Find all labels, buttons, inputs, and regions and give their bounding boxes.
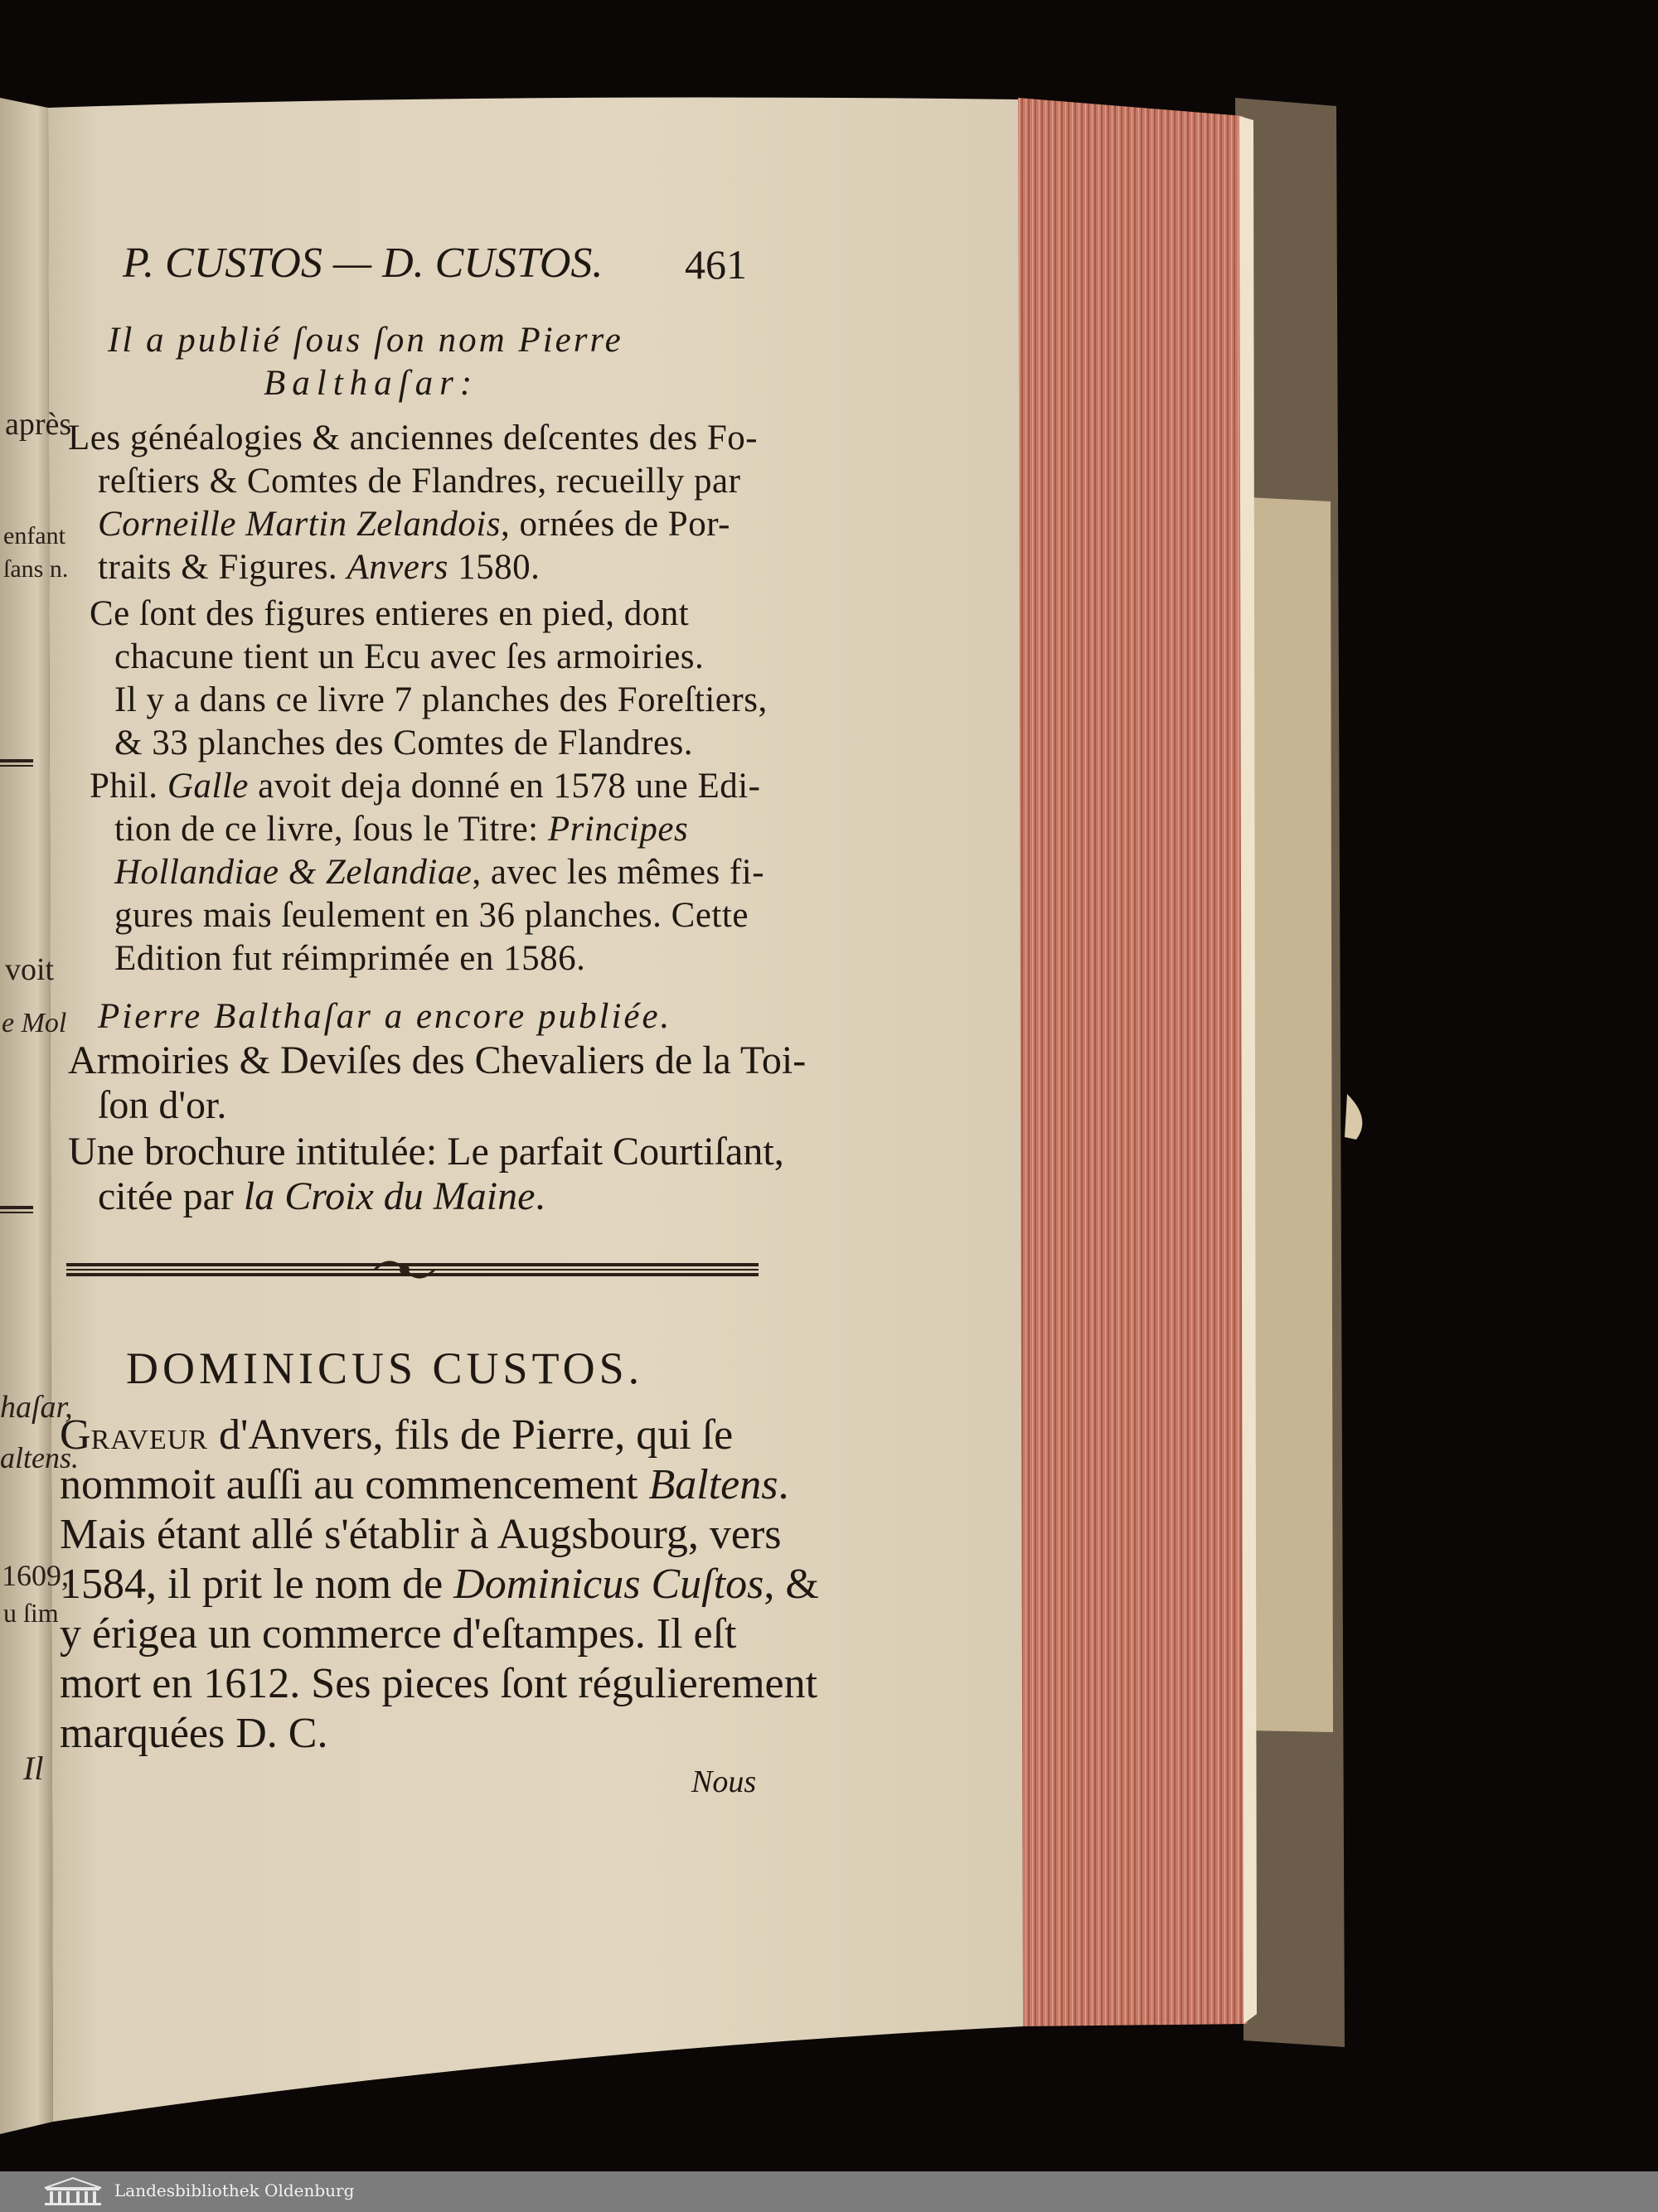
left-page-fragment: Il <box>23 1750 44 1787</box>
entry-line: Une brochure intitulée: Le parfait Courtiſant, <box>68 1130 784 1174</box>
left-page-fragment: e Mol <box>2 1008 67 1038</box>
left-page-fragment: enfant <box>3 522 65 549</box>
section-heading: DOMINICUS CUSTOS. <box>126 1343 644 1393</box>
entry-line: ſon d'or. <box>98 1083 227 1127</box>
note-line <box>114 809 688 849</box>
also-published-line: Pierre Balthaſar a encore publiée. <box>98 997 672 1036</box>
paragraph-text: 1584, il prit le nom de <box>60 1561 454 1608</box>
book-title: Principes <box>547 810 689 849</box>
note-line: Edition fut réimprimée en 1586. <box>114 939 586 978</box>
entry-text: , ornées de Por- <box>501 505 731 544</box>
paragraph-text: d'Anvers, fils de Pierre, qui ſe <box>207 1411 734 1459</box>
note-text: Phil. <box>90 767 167 806</box>
entry-text: citée par <box>98 1174 244 1218</box>
book-title: Hollandiae & Zelandiae <box>114 853 473 892</box>
note-line: & 33 planches des Comtes de Flandres. <box>114 724 694 762</box>
entry-line <box>98 504 730 545</box>
left-page-fragment: ſans n. <box>3 555 69 583</box>
paragraph-line: y érigea un commerce d'eſtampes. Il eſt <box>60 1610 737 1658</box>
paragraph-line: mort en 1612. Ses pieces ſont régulierement <box>60 1660 818 1707</box>
author-name: Corneille Martin Zelandois <box>98 505 501 544</box>
intro-line: Balthaſar: <box>264 364 479 403</box>
paragraph-text: nommoit auſſi au commencement <box>60 1461 649 1508</box>
place-name: Anvers <box>347 548 448 587</box>
note-line: gures mais ſeulement en 36 planches. Cette <box>114 896 749 935</box>
left-page-fragment: après <box>5 407 72 442</box>
author-name: la Croix du Maine <box>243 1174 536 1218</box>
catchword: Nous <box>691 1764 757 1799</box>
entry-line <box>98 547 540 588</box>
person-name: Dominicus Cuſtos <box>453 1561 764 1608</box>
running-head-title: P. CUSTOS — D. CUSTOS. <box>123 240 604 287</box>
left-page-fragment: 1609, <box>2 1559 69 1592</box>
paragraph-line <box>60 1411 733 1459</box>
person-name: Baltens <box>648 1461 778 1508</box>
note-text: avoit deja donné en 1578 une Edi- <box>248 767 761 806</box>
page-number: 461 <box>685 241 747 288</box>
paragraph-line: Mais étant allé s'établir à Augsbourg, vers <box>60 1511 782 1558</box>
library-building-icon <box>41 2176 104 2206</box>
note-text: , avec les mêmes fi- <box>472 853 765 892</box>
left-page-fragment: haſar, <box>0 1390 73 1425</box>
paragraph-text: , & <box>764 1561 819 1608</box>
left-page-fragment: u ſim <box>3 1598 59 1628</box>
paragraph-line <box>60 1560 819 1609</box>
note-line <box>114 852 764 893</box>
entry-line <box>98 1174 545 1219</box>
small-caps-word: RAVEUR <box>90 1425 208 1455</box>
entry-line: Les généalogies & anciennes deſcentes des Fo- <box>68 419 759 457</box>
entry-text: . <box>535 1174 545 1218</box>
note-line <box>90 766 761 806</box>
note-line: Il y a dans ce livre 7 planches des Foreſtiers, <box>114 680 768 719</box>
left-page-fragment: voit <box>5 952 55 987</box>
note-text: tion de ce livre, ſous le Titre: <box>114 810 548 849</box>
ornamental-rule <box>66 1262 759 1277</box>
entry-text: traits & Figures. <box>98 548 347 587</box>
entry-text: 1580. <box>448 548 541 587</box>
note-line: chacune tient un Ecu avec ſes armoiries. <box>114 637 705 676</box>
note-line: Ce ſont des figures entieres en pied, dont <box>90 594 690 633</box>
left-page-fragment: altens. <box>0 1441 79 1474</box>
footer-bar <box>0 2171 1658 2212</box>
cover-board-light <box>1248 497 1333 1732</box>
entry-line: Armoiries & Deviſes des Chevaliers de la Toi- <box>68 1038 807 1082</box>
paragraph-line <box>60 1460 788 1509</box>
paragraph-line: marquées D. C. <box>60 1710 328 1757</box>
person-name: Galle <box>167 767 249 806</box>
left-page <box>0 98 53 2134</box>
page-edge <box>1018 98 1248 2026</box>
intro-line: Il a publié ſous ſon nom Pierre <box>108 321 623 360</box>
entry-line: reſtiers & Comtes de Flandres, recueilly par <box>98 462 741 501</box>
paragraph-text: . <box>778 1461 789 1508</box>
library-name[interactable]: Landesbibliothek Oldenburg <box>114 2181 355 2200</box>
initial-letter: G <box>60 1411 91 1459</box>
